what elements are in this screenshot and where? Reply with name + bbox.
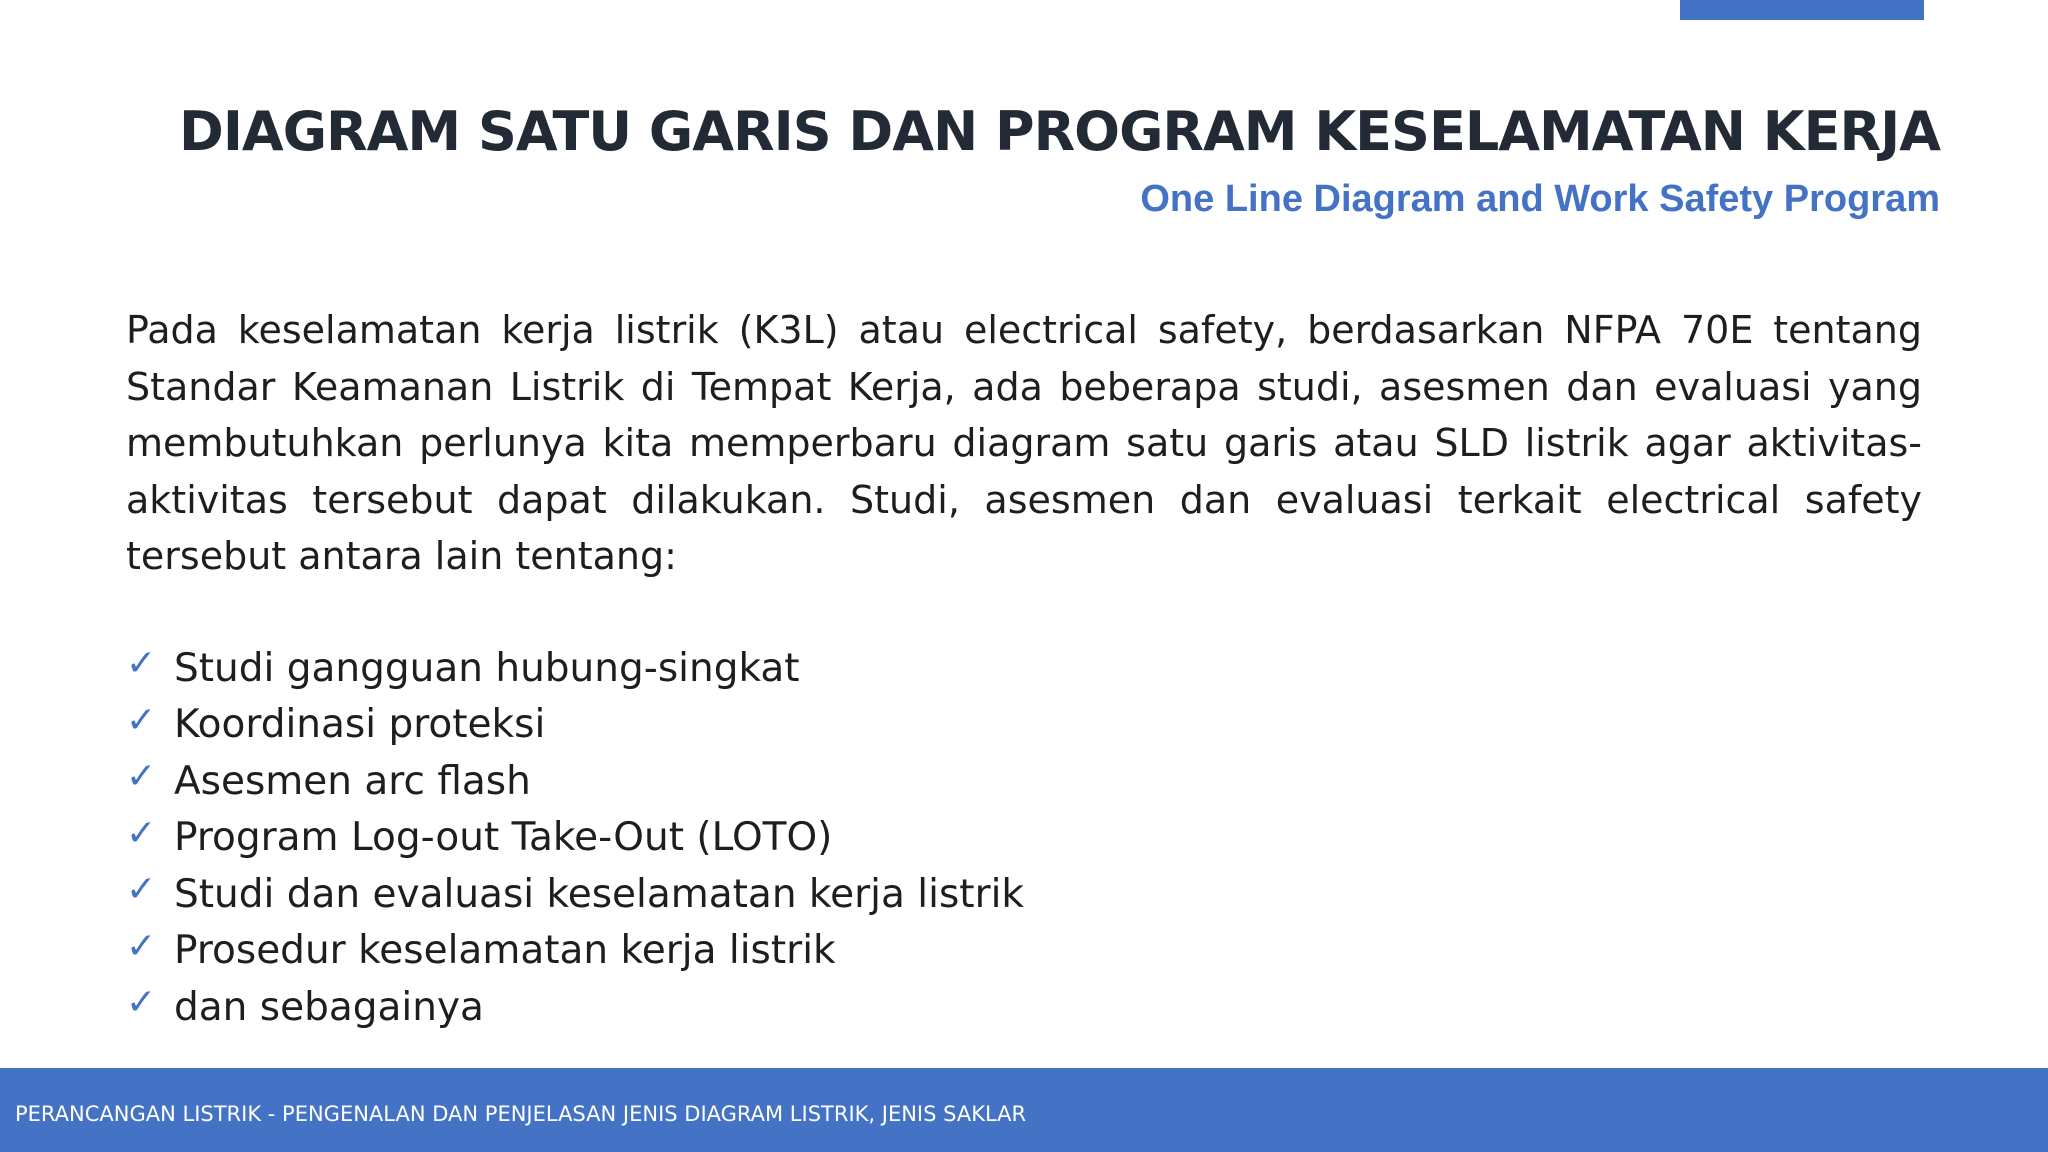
check-icon: ✓ bbox=[126, 982, 157, 1024]
list-item bbox=[126, 810, 1024, 867]
list-item bbox=[126, 697, 1024, 754]
list-item bbox=[126, 979, 1024, 1036]
check-icon: ✓ bbox=[126, 756, 157, 798]
list-item bbox=[126, 753, 1024, 810]
slide-subtitle: One Line Diagram and Work Safety Program bbox=[1140, 178, 1940, 220]
footer-text: PERANCANGAN LISTRIK - PENGENALAN DAN PENJELASAN JENIS DIAGRAM LISTRIK, JENIS SAKLAR bbox=[15, 1102, 1027, 1126]
top-accent-bar bbox=[1680, 0, 1924, 20]
list-item bbox=[126, 923, 1024, 980]
list-item-label: dan sebagainya bbox=[174, 984, 484, 1030]
list-item-label: Koordinasi proteksi bbox=[174, 702, 546, 748]
body-paragraph: Pada keselamatan kerja listrik (K3L) atau electrical safety, berdasarkan NFPA 70E tentang Standar Keamanan Listrik di Tempat Kerja, ada beberapa studi, asesmen dan evaluasi yang membutuhkan perlunya kita memperbaru diagram satu garis atau SLD listrik agar aktivitas-aktivitas tersebut dapat dilakukan. Studi, asesmen dan evaluasi terkait electrical safety tersebut antara lain tentang: bbox=[126, 308, 1922, 578]
list-item bbox=[126, 640, 1024, 697]
list-item-label: Studi dan evaluasi keselamatan kerja listrik bbox=[174, 871, 1025, 917]
list-item bbox=[126, 866, 1024, 923]
slide-title: DIAGRAM SATU GARIS DAN PROGRAM KESELAMATAN KERJA bbox=[179, 100, 1940, 163]
list-item-label: Studi gangguan hubung-singkat bbox=[174, 645, 800, 691]
checklist bbox=[126, 640, 1024, 1036]
check-icon: ✓ bbox=[126, 812, 157, 854]
list-item-label: Asesmen arc flash bbox=[174, 758, 531, 804]
check-icon: ✓ bbox=[126, 869, 157, 911]
check-icon: ✓ bbox=[126, 699, 157, 741]
list-item-label: Program Log-out Take-Out (LOTO) bbox=[174, 815, 833, 861]
check-icon: ✓ bbox=[126, 643, 157, 685]
list-item-label: Prosedur keselamatan kerja listrik bbox=[174, 928, 836, 974]
check-icon: ✓ bbox=[126, 925, 157, 967]
